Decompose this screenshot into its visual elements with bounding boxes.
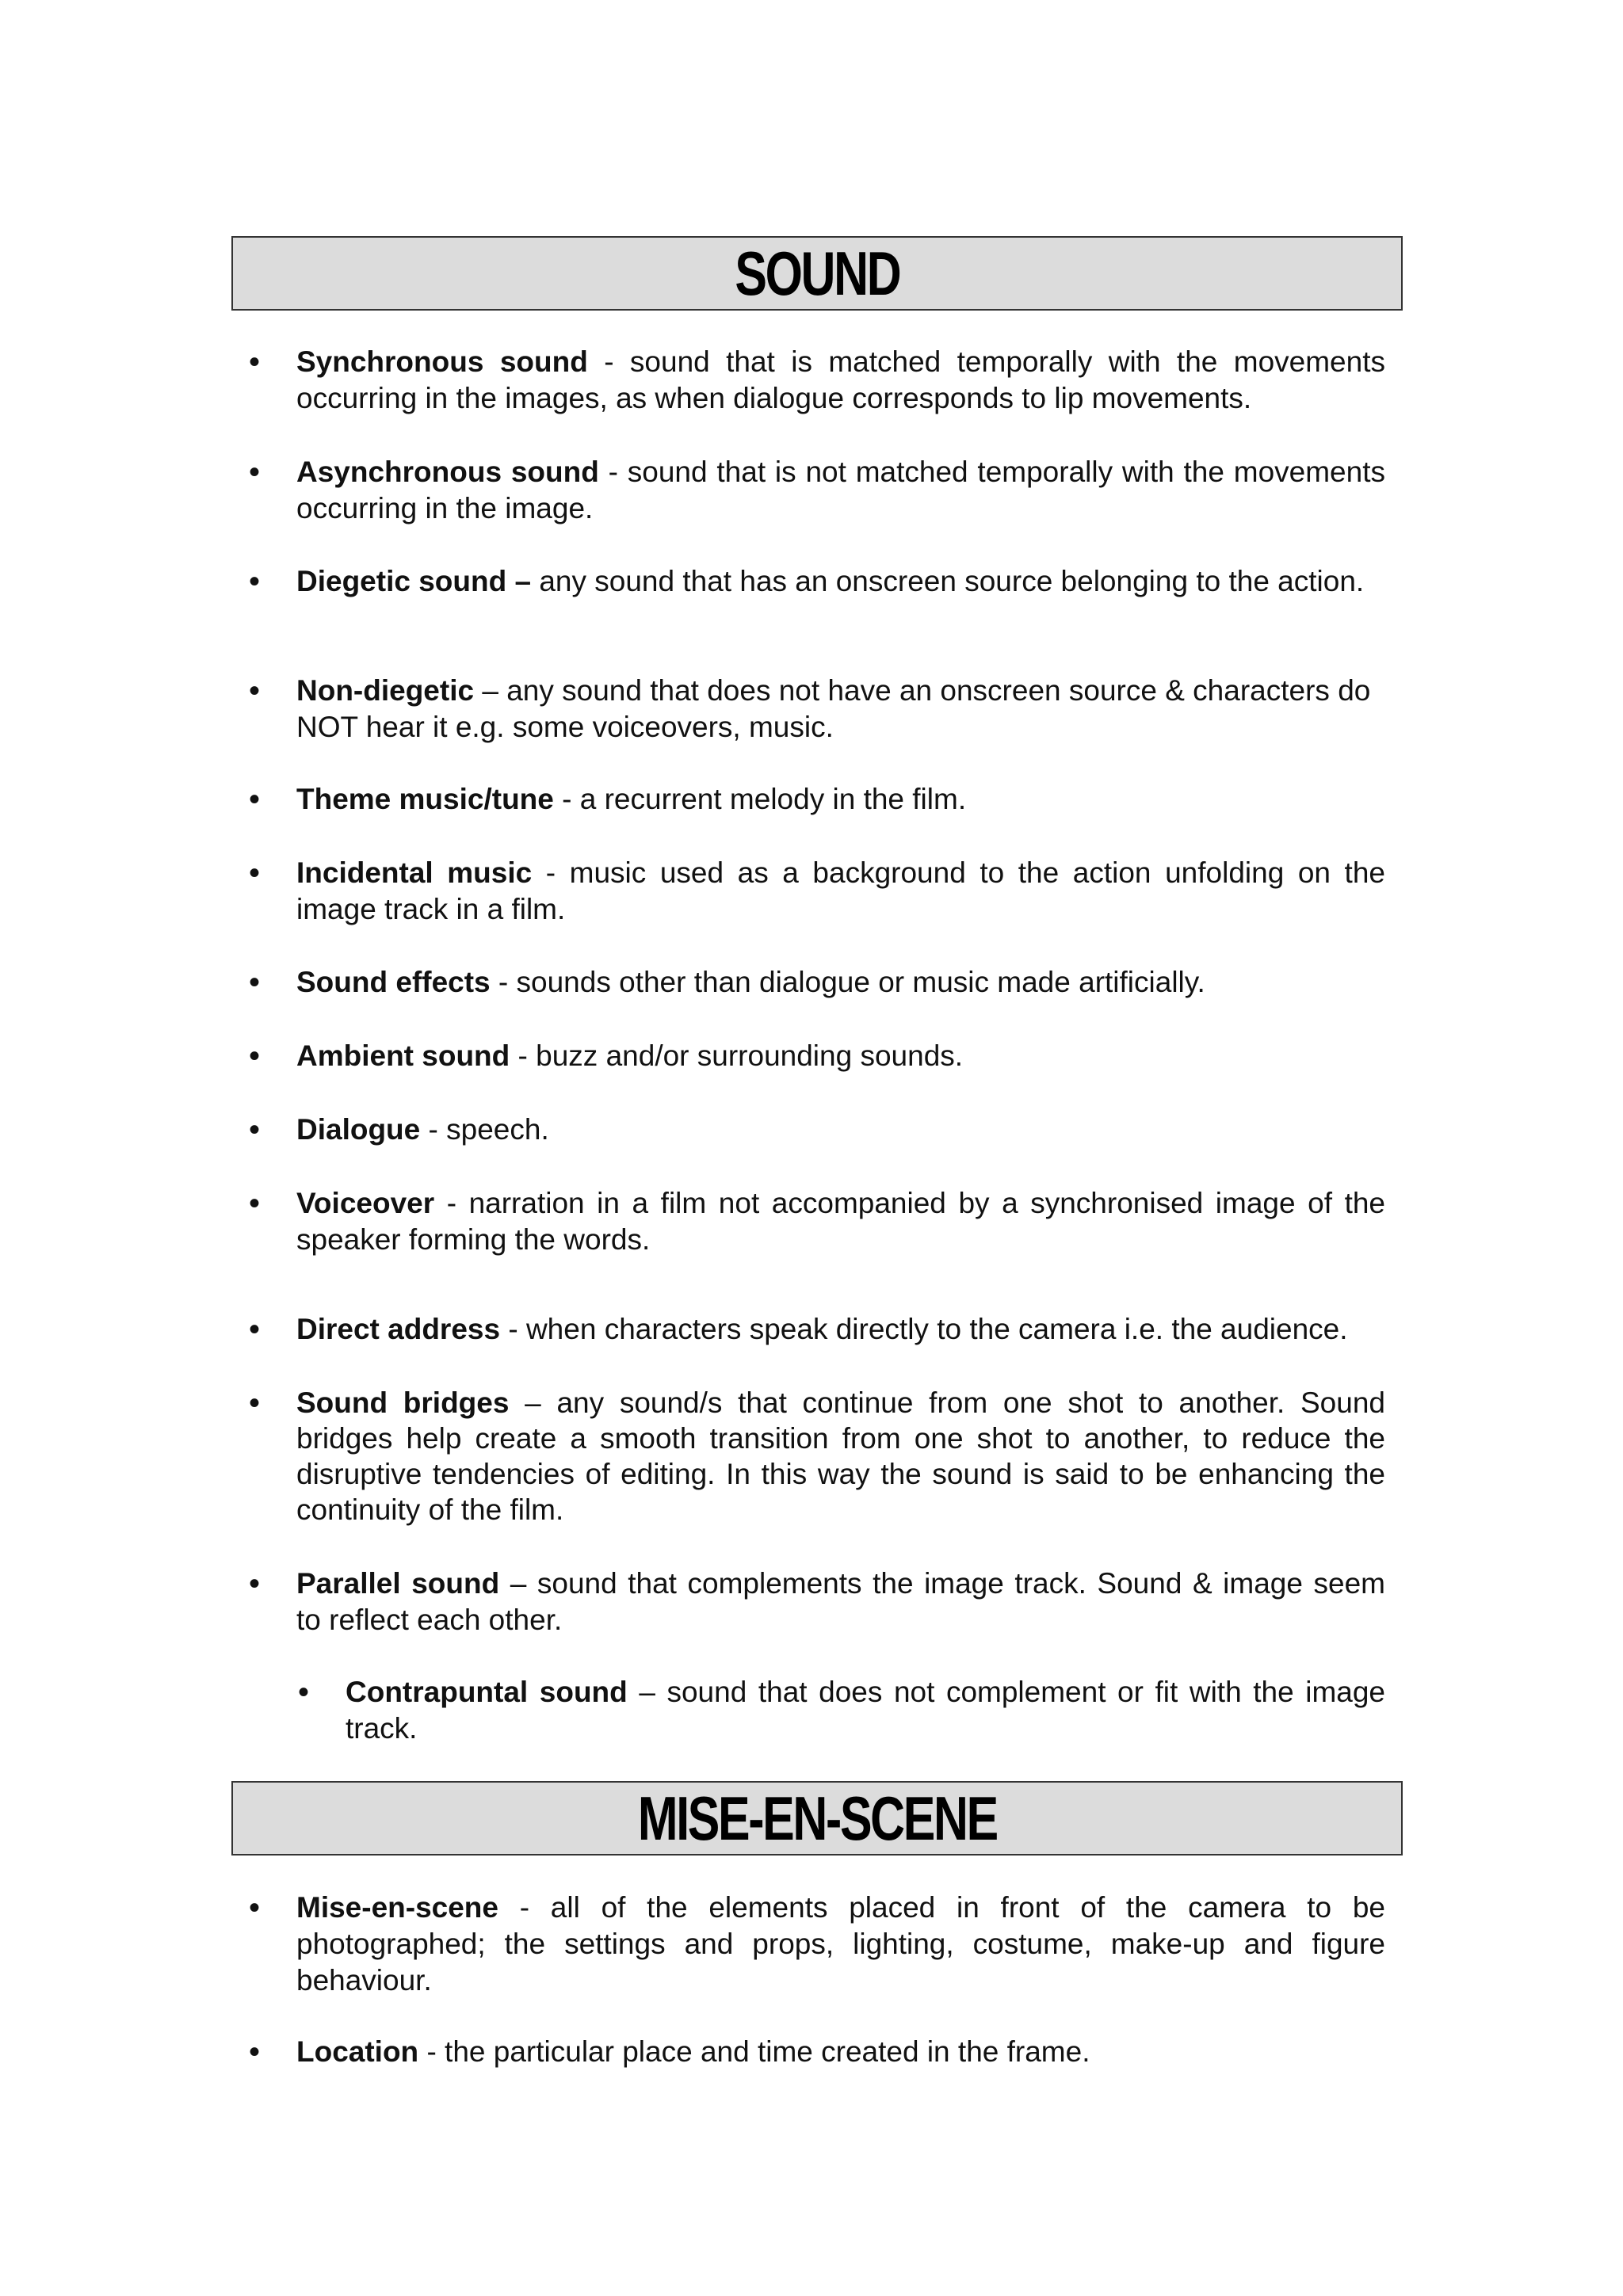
list-item-diegetic-sound <box>296 563 1385 600</box>
term: Voiceover <box>296 1187 435 1219</box>
list-item-direct-address <box>296 1311 1385 1348</box>
definition: - sounds other than dialogue or music made artificially. <box>490 966 1205 998</box>
term: Non-diegetic <box>296 674 475 707</box>
list-item-mise-en-scene <box>296 1890 1385 1999</box>
sound-heading <box>231 236 1403 311</box>
term: Synchronous sound <box>296 345 588 378</box>
bullet-glyph: • <box>249 1890 261 1925</box>
definition: - a recurrent melody in the film. <box>553 783 967 815</box>
bullet-glyph: • <box>249 1566 261 1601</box>
term: Mise-en-scene <box>296 1891 498 1924</box>
term: Sound effects <box>296 966 491 998</box>
mise-en-scene-heading-text: MISE-EN-SCENE <box>637 1783 997 1853</box>
bullet-glyph: • <box>249 2035 261 2069</box>
mise-en-scene-heading <box>231 1781 1403 1855</box>
definition: – any sound that does not have an onscreen source & characters do NOT hear it e.g. some voiceovers, music. <box>296 674 1371 743</box>
bullet-glyph: • <box>249 1112 261 1147</box>
list-item-sound-effects <box>296 964 1385 1001</box>
list-item-synchronous-sound <box>296 344 1385 417</box>
bullet-glyph: • <box>249 455 261 490</box>
bullet-glyph: • <box>249 965 261 1000</box>
term: Asynchronous sound <box>296 456 599 488</box>
bullet-glyph: • <box>249 564 261 599</box>
term: Location <box>296 2035 419 2068</box>
list-item-parallel-sound <box>296 1566 1385 1638</box>
list-item-non-diegetic <box>296 673 1385 746</box>
definition: - sound that is matched temporally with the movements occurring in the images, as when dialogue corresponds to lip movements. <box>296 345 1385 414</box>
term: Parallel sound <box>296 1567 500 1600</box>
term: Contrapuntal sound <box>346 1676 628 1708</box>
term: Incidental music <box>296 856 533 889</box>
bullet-glyph: • <box>249 1386 261 1421</box>
definition: – any sound/s that continue from one shot to another. Sound bridges help create a smooth transition from one shot to another, to reduce the disruptive tendencies of editing. In this way the sound is said to be enhancing the continuity of the film. <box>296 1386 1385 1526</box>
bullet-glyph: • <box>249 782 261 817</box>
definition: - the particular place and time created in the frame. <box>418 2035 1090 2068</box>
definition: - all of the elements placed in front of the camera to be photographed; the settings and props, lighting, costume, make-up and figure behaviour. <box>296 1891 1385 1997</box>
list-item-asynchronous-sound <box>296 454 1385 527</box>
definition: – sound that does not complement or fit with the image track. <box>346 1676 1385 1745</box>
bullet-glyph: • <box>249 345 261 379</box>
list-item-sound-bridges <box>296 1385 1385 1527</box>
list-item-dialogue <box>296 1112 1385 1148</box>
list-item-ambient-sound <box>296 1038 1385 1074</box>
term: Direct address <box>296 1313 501 1345</box>
definition: any sound that has an onscreen source belonging to the action. <box>531 565 1365 597</box>
definition: - speech. <box>420 1113 549 1146</box>
definition: – sound that complements the image track. Sound & image seem to reflect each other. <box>296 1567 1385 1636</box>
list-item-theme-music <box>296 781 1385 818</box>
bullet-glyph: • <box>249 1039 261 1074</box>
list-item-incidental-music <box>296 855 1385 928</box>
bullet-glyph: • <box>249 1312 261 1347</box>
term: Dialogue <box>296 1113 421 1146</box>
term: Sound bridges <box>296 1386 510 1419</box>
sound-heading-text: SOUND <box>734 238 900 308</box>
bullet-glyph: • <box>249 673 261 708</box>
term: Theme music/tune <box>296 783 554 815</box>
definition: - music used as a background to the action unfolding on the image track in a film. <box>296 856 1385 925</box>
list-item-voiceover <box>296 1185 1385 1258</box>
term: Diegetic sound – <box>296 565 532 597</box>
definition: - when characters speak directly to the camera i.e. the audience. <box>500 1313 1348 1345</box>
term: Ambient sound <box>296 1039 510 1072</box>
bullet-glyph: • <box>249 856 261 891</box>
definition: - sound that is not matched temporally with the movements occurring in the image. <box>296 456 1385 524</box>
bullet-glyph: • <box>249 1186 261 1221</box>
list-item-location <box>296 2034 1385 2070</box>
definition: - narration in a film not accompanied by a synchronised image of the speaker forming the words. <box>296 1187 1385 1256</box>
definition: - buzz and/or surrounding sounds. <box>510 1039 964 1072</box>
list-item-contrapuntal-sound <box>346 1674 1385 1747</box>
bullet-glyph: • <box>298 1675 310 1710</box>
